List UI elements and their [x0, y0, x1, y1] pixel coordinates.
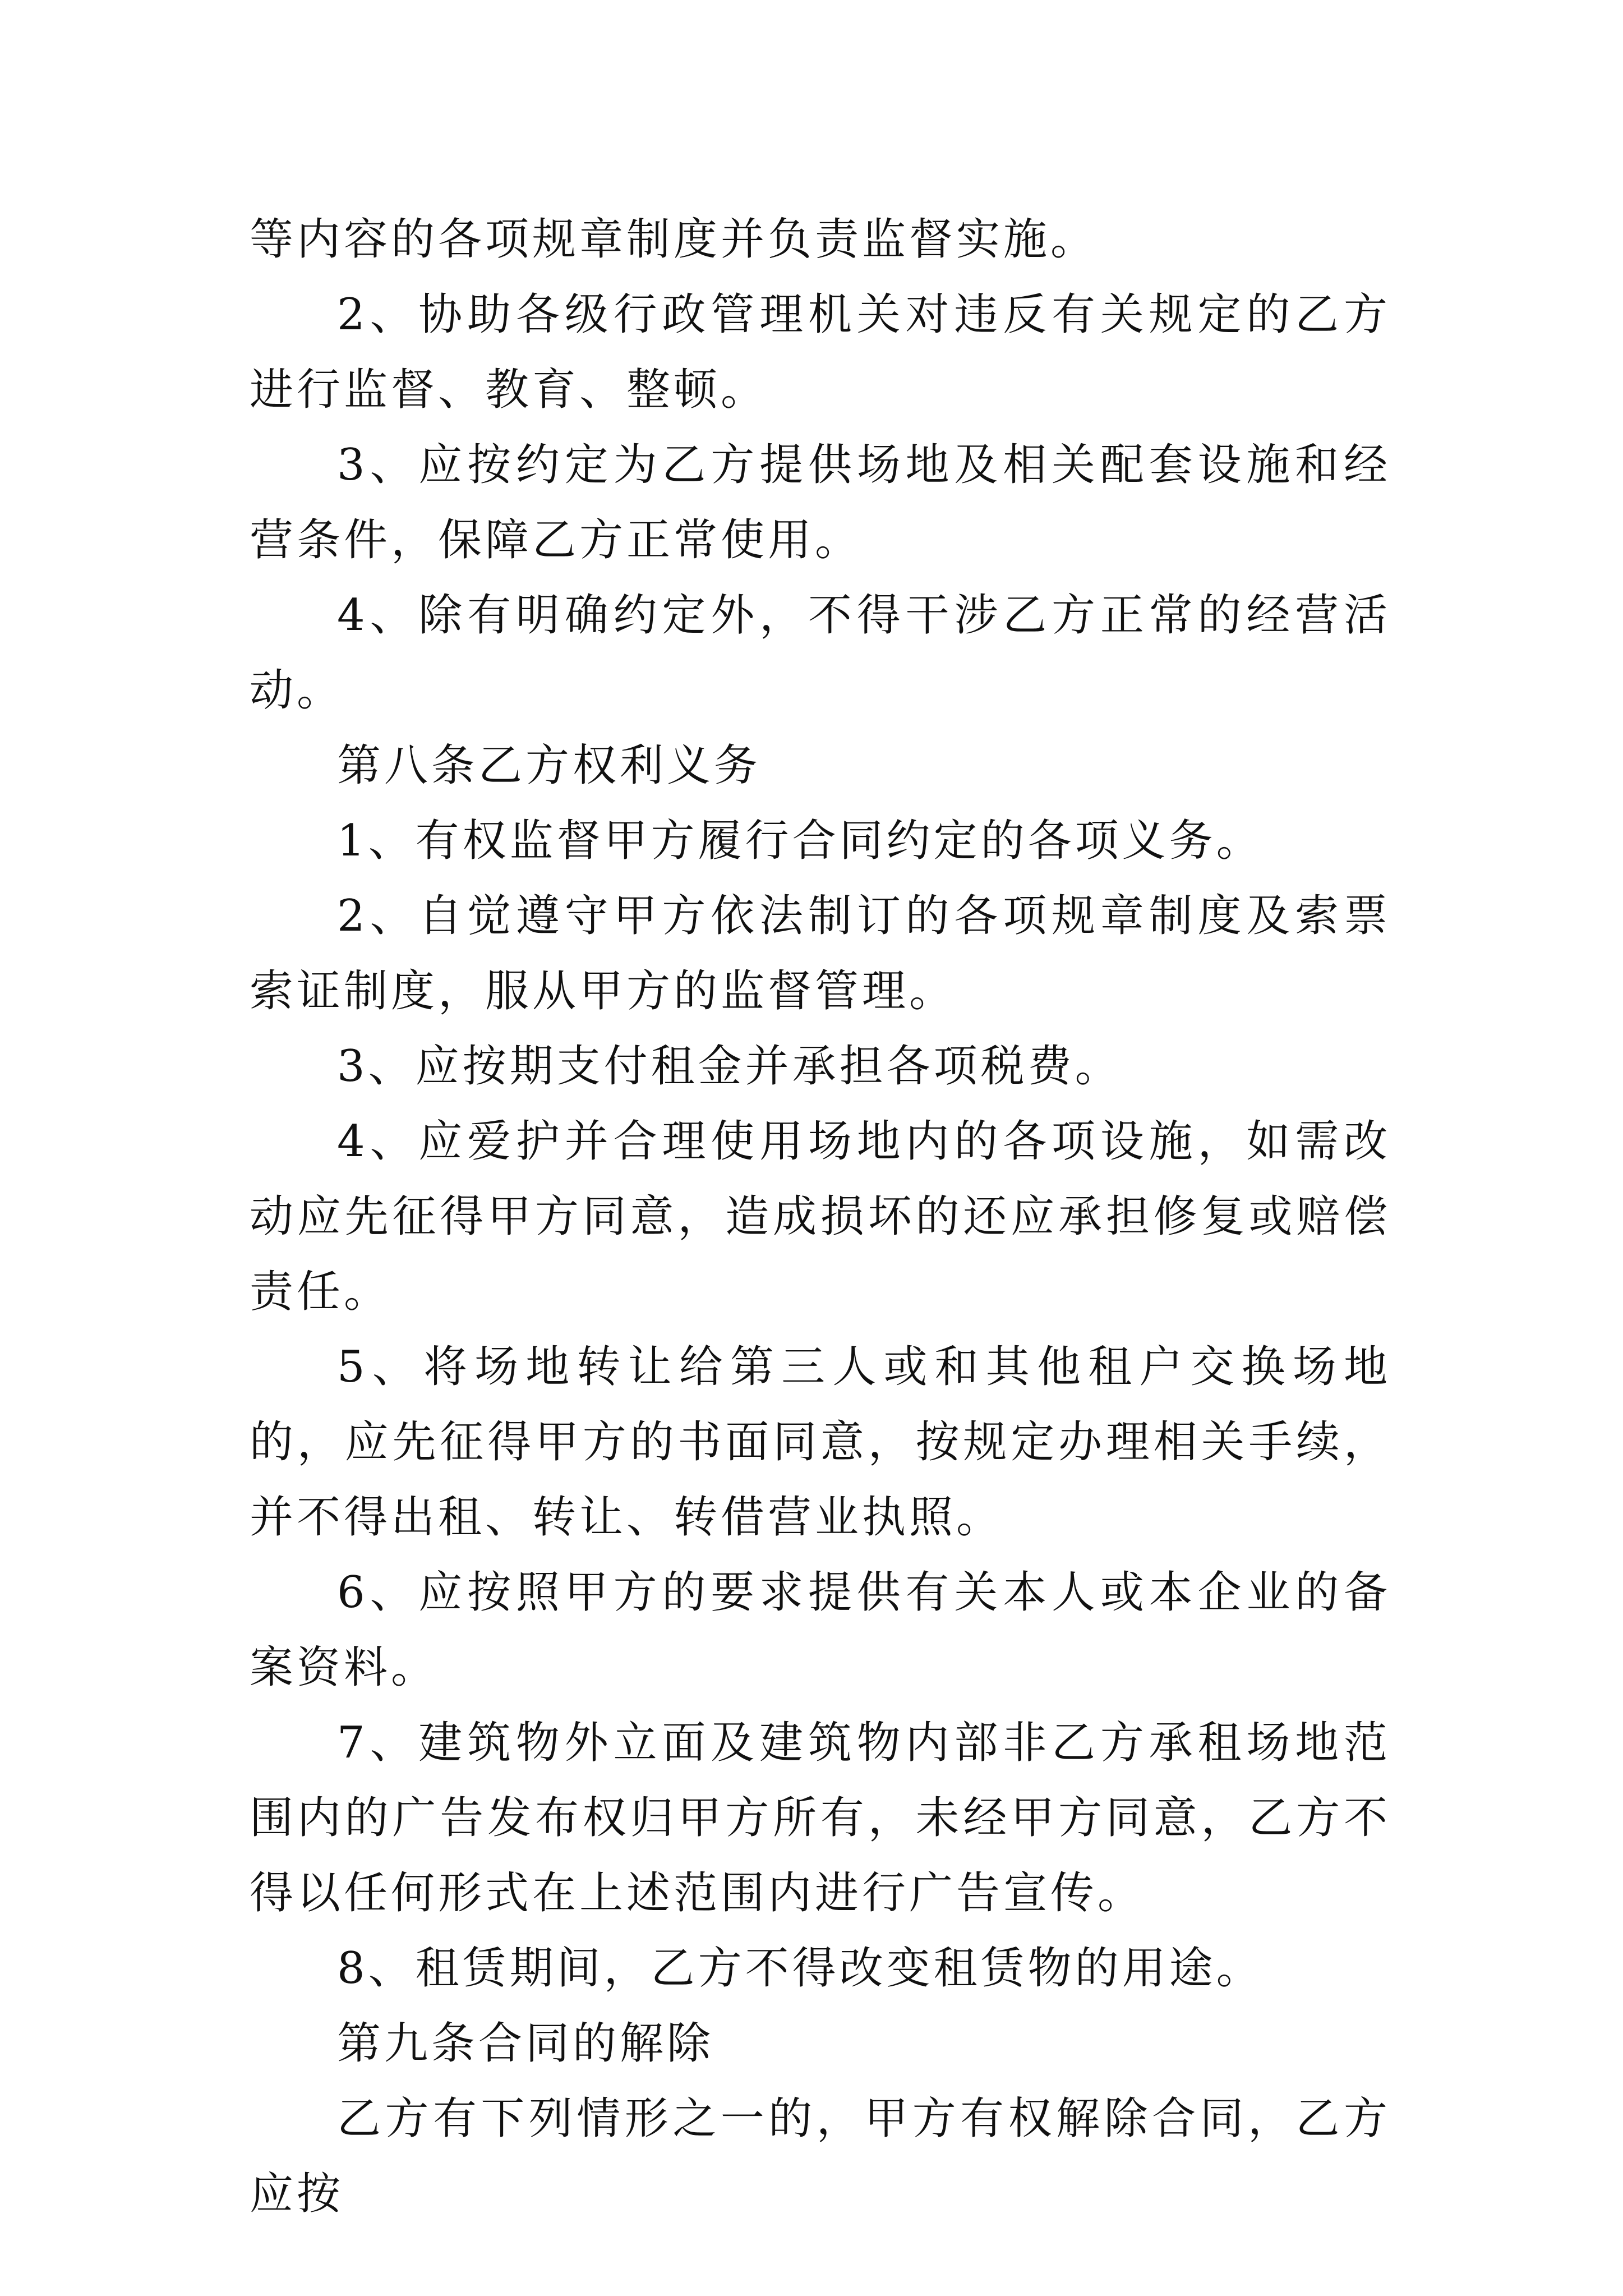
paragraph-item-4-protect-facilities: 4、应爱护并合理使用场地内的各项设施，如需改动应先征得甲方同意，造成损坏的还应承担修复或赔偿责任。: [250, 1116, 1391, 1317]
paragraph-continuation: 等内容的各项规章制度并负责监督实施。: [250, 214, 1098, 265]
paragraph-item-4-no-interference: 4、除有明确约定外，不得干涉乙方正常的经营活动。: [250, 590, 1391, 716]
section-heading-article-9: 第九条合同的解除: [337, 2018, 714, 2069]
paragraph-item-1-right-to-supervise: 1、有权监督甲方履行合同约定的各项义务。: [337, 816, 1264, 866]
paragraph-item-7-advertising-rights: 7、建筑物外立面及建筑物内部非乙方承租场地范围内的广告发布权归甲方所有，未经甲方同意，乙方不得以任何形式在上述范围内进行广告宣传。: [250, 1718, 1391, 1918]
paragraph-termination-conditions: 乙方有下列情形之一的，甲方有权解除合同，乙方应按: [250, 2093, 1391, 2219]
section-heading-article-8: 第八条乙方权利义务: [337, 740, 762, 791]
document-body: [250, 202, 1391, 2231]
paragraph-item-2-comply-rules: 2、自觉遵守甲方依法制订的各项规章制度及索票索证制度，服从甲方的监督管理。: [250, 891, 1391, 1016]
paragraph-item-8-no-change-use: 8、租赁期间，乙方不得改变租赁物的用途。: [337, 1943, 1264, 1994]
paragraph-item-6-filing-materials: 6、应按照甲方的要求提供有关本人或本企业的备案资料。: [250, 1567, 1391, 1693]
paragraph-item-3-provide-site: 3、应按约定为乙方提供场地及相关配套设施和经营条件，保障乙方正常使用。: [250, 440, 1391, 565]
paragraph-item-2-assist-supervision: 2、协助各级行政管理机关对违反有关规定的乙方进行监督、教育、整顿。: [250, 289, 1391, 415]
paragraph-item-3-pay-rent: 3、应按期支付租金并承担各项税费。: [337, 1041, 1122, 1092]
paragraph-item-5-transfer-site: 5、将场地转让给第三人或和其他租户交换场地的，应先征得甲方的书面同意，按规定办理相关手续，并不得出租、转让、转借营业执照。: [250, 1342, 1391, 1543]
